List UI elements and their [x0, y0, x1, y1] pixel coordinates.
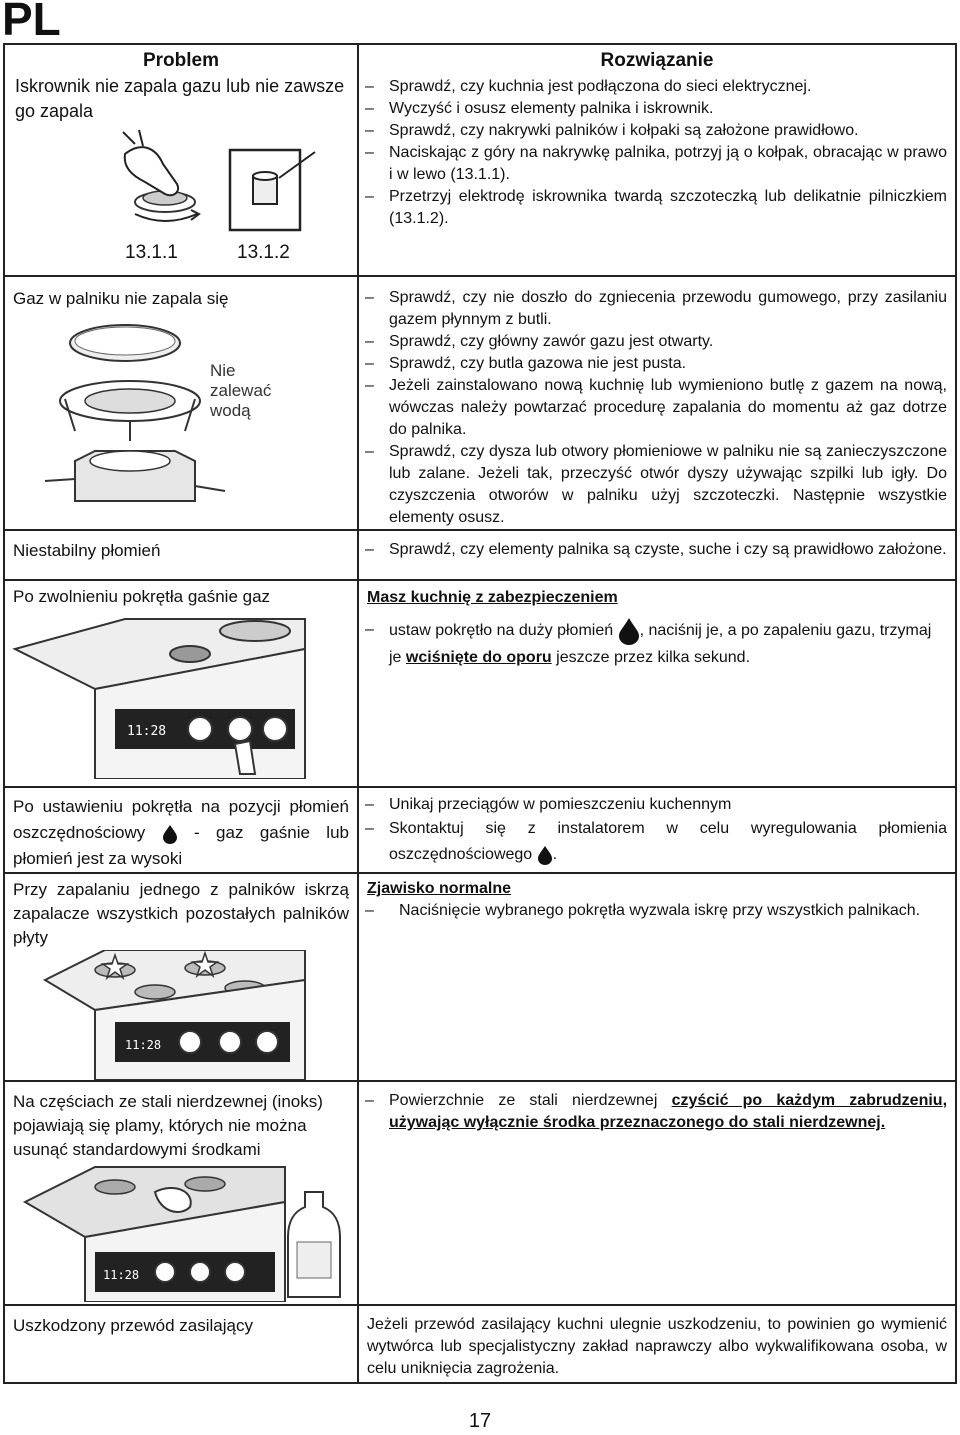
problem-text-1: Po ustawieniu pokrętła na pozycji płomień oszczędnościowy: [13, 797, 349, 842]
problem-cell: [4, 873, 358, 1081]
problem-text: Niestabilny płomień: [13, 541, 161, 560]
problem-text-2: - gaz gaśnie lub płomień jest za wysoki: [13, 823, 349, 868]
solution-list: [359, 287, 955, 529]
solution-list: [359, 794, 955, 868]
solution-text: Skontaktuj się z instalatorem w celu wyregulowania płomienia oszczędnościowego: [389, 820, 947, 863]
step-bold-text: wciśnięte do oporu: [405, 649, 552, 666]
problem-text: Uszkodzony przewód zasilający: [13, 1316, 253, 1335]
problem-cell: [4, 276, 358, 530]
problem-cell: [4, 580, 358, 787]
problem-text: Na częściach ze stali nierdzewnej (inoks) pojawiają się plamy, których nie można usunąć standardowymi środkami: [13, 1092, 323, 1159]
cooker-knob-figure: [5, 609, 357, 779]
problem-cell: [4, 1081, 358, 1305]
list-item: – Sprawdź, czy nakrywki palników i kołpaki są założone prawidłowo.: [365, 120, 947, 142]
burner-figure: [5, 311, 357, 525]
solution-cell: [358, 276, 956, 530]
table-row: [4, 873, 956, 1081]
list-item: – Sprawdź, czy dysza lub otwory płomieniowe w palniku nie są zanieczyszczone lub zalane. Jeżeli tak, przeczyść otwór dyszy używając szpilki lub igły. Do czyszczenia otworów w palniku użyj szczoteczki. Następnie wszystkie elementy osusz.: [365, 441, 947, 529]
problem-text: [5, 788, 357, 872]
burner-exploded-illustration: [5, 311, 357, 525]
small-flame-icon: [162, 824, 178, 844]
list-item: – Wyczyść i osusz elementy palnika i iskrownik.: [365, 98, 947, 120]
problem-text: Przy zapalaniu jednego z palników iskrzą zapalacze wszystkich pozostałych palników płyty: [13, 880, 349, 947]
table-row: [4, 44, 956, 276]
cooker-knob-illustration: [5, 609, 357, 779]
table-row: [4, 787, 956, 873]
spark-figure: [5, 950, 357, 1080]
problem-header: Problem: [142, 50, 220, 71]
figure-13-1: [5, 124, 357, 263]
solution-cell: [358, 580, 956, 787]
problem-cell: [4, 530, 358, 580]
solution-text: Jeżeli przewód zasilający kuchni ulegnie uszkodzeniu, to powinien go wymienić wytwórca lub specjalistyczny zakład naprawczy albo wykwalifikowana osoba, w celu uniknięcia zagrożenia.: [367, 1316, 947, 1377]
list-item: – Unikaj przeciągów w pomieszczeniu kuchennym: [365, 794, 947, 816]
problem-text: Po zwolnieniu pokrętła gaśnie gaz: [13, 587, 271, 606]
no-water-note: Nie zalewać wodą: [210, 361, 272, 420]
solution-cell: [358, 873, 956, 1081]
table-row: [4, 276, 956, 530]
page-number: 17: [468, 1410, 492, 1432]
solution-text: Powierzchnie ze stali nierdzewnej: [389, 1092, 658, 1109]
list-item: – Sprawdź, czy nie doszło do zgniecenia przewodu gumowego, przy zasilaniu gazem płynnym z butli.: [365, 287, 947, 331]
cleaning-figure: [5, 1162, 357, 1302]
display-time: 11:28: [125, 1038, 162, 1052]
solution-cell: [358, 44, 956, 276]
solution-list: [359, 900, 955, 922]
table-row: [4, 580, 956, 787]
solution-bold-text: czyścić po każdym zabrudzeniu, używając wyłącznie środka przeznaczonego do stali nierdzewnej.: [389, 1092, 948, 1131]
solution-list: [359, 539, 955, 561]
small-flame-icon: [537, 845, 553, 865]
step-text-1: ustaw pokrętło na duży płomień: [389, 622, 614, 640]
list-item: – Sprawdź, czy elementy palnika są czyste, suche i czy są prawidłowo założone.: [365, 539, 947, 561]
display-time: 11:28: [127, 724, 167, 739]
troubleshooting-table: [3, 43, 957, 1384]
list-item: – Jeżeli zainstalowano nową kuchnię lub wymieniono butlę z gazem na nową, wówczas należy powtarzać procedurę zapalania do momentu aż gaz dotrze do palnika.: [365, 375, 947, 441]
list-item: [365, 816, 947, 868]
language-code: PL: [2, 0, 61, 45]
cooker-sparks-illustration: [5, 950, 357, 1080]
problem-text: Gaz w palniku nie zapala się: [13, 289, 229, 308]
problem-cell: [4, 787, 358, 873]
solution-cell: [358, 530, 956, 580]
solution-cell: [358, 787, 956, 873]
list-item: – Sprawdź, czy kuchnia jest podłączona do sieci elektrycznej.: [365, 76, 947, 98]
table-row: [4, 1305, 956, 1383]
problem-text: Iskrownik nie zapala gazu lub nie zawsze go zapala: [15, 76, 345, 121]
large-flame-icon: [618, 617, 640, 645]
safety-heading: Masz kuchnię z zabezpieczeniem: [367, 589, 618, 606]
list-item: – Naciskając z góry na nakrywkę palnika, potrzyj ją o kołpak, obracając w prawo i w lewo (13.1.1).: [365, 142, 947, 186]
step-text-2: , naciśnij je, a po zapaleniu gazu, trzymaj je: [389, 622, 932, 666]
figure-label-13-1-1: 13.1.1: [125, 242, 178, 263]
problem-cell: [4, 44, 358, 276]
list-item: – Naciśnięcie wybranego pokrętła wyzwala iskrę przy wszystkich palnikach.: [365, 900, 947, 922]
figure-label-13-1-2: 13.1.2: [237, 242, 290, 263]
step-text-3: jeszcze przez kilka sekund.: [556, 649, 751, 666]
solution-list: [359, 1090, 955, 1134]
display-time: 11:28: [103, 1268, 140, 1282]
burner-cleaning-illustration: [5, 124, 357, 254]
list-item: – Przetrzyj elektrodę iskrownika twardą szczoteczką lub delikatnie pilniczkiem (13.1.2).: [365, 186, 947, 230]
list-item: [365, 1090, 947, 1134]
problem-cell: [4, 1305, 358, 1383]
solution-list: [359, 76, 955, 230]
list-item: – Sprawdź, czy butla gazowa nie jest pusta.: [365, 353, 947, 375]
stainless-cleaning-illustration: [5, 1162, 357, 1302]
table-row: [4, 530, 956, 580]
solution-text-end: .: [552, 846, 558, 863]
table-row: [4, 1081, 956, 1305]
solution-header: Rozwiązanie: [600, 50, 714, 71]
solution-cell: [358, 1081, 956, 1305]
solution-cell: [358, 1305, 956, 1383]
list-item: – Sprawdź, czy główny zawór gazu jest otwarty.: [365, 331, 947, 353]
safety-step: – ustaw pokrętło na duży płomień , naciśnij je, a po zapaleniu gazu, trzymaj je wciśnięte do oporu jeszcze przez kilka sekund.: [359, 609, 955, 671]
normal-phenomenon-heading: Zjawisko normalne: [367, 880, 512, 897]
